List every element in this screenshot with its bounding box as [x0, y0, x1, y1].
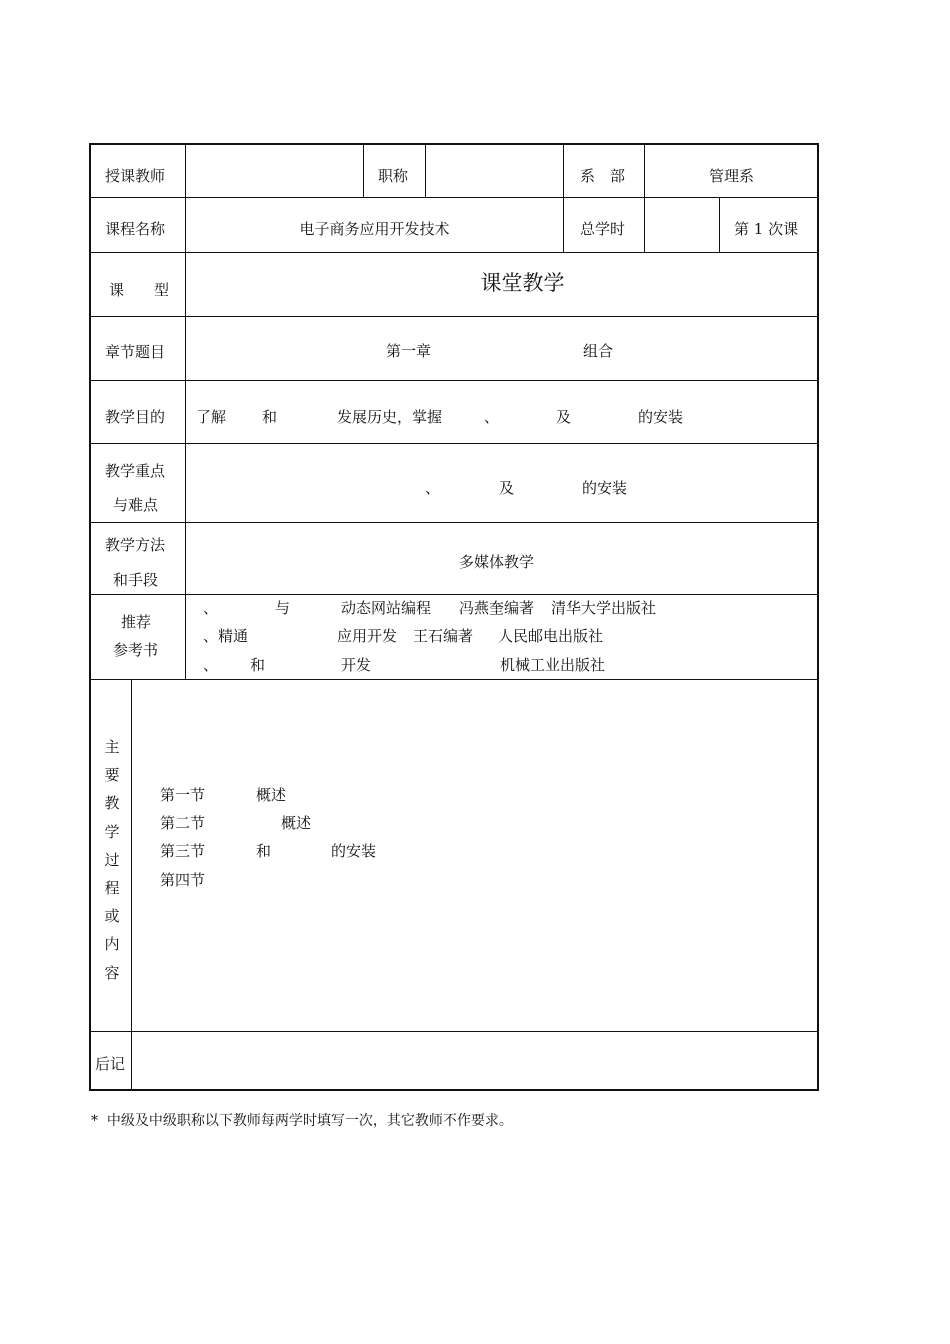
- keypoints-text: 、: [425, 479, 441, 497]
- content-label-char: 内: [104, 935, 120, 954]
- book-entry: 与: [275, 599, 291, 617]
- col-divider: [719, 197, 720, 252]
- row-divider: [89, 1031, 819, 1032]
- col-divider: [425, 143, 426, 197]
- section-title: 和: [256, 842, 272, 860]
- goal-text: 、: [484, 408, 500, 426]
- row-divider: [89, 679, 819, 680]
- book-entry: 机械工业出版社: [500, 656, 606, 674]
- method-label: 和手段: [113, 571, 159, 589]
- keypoints-text: 及: [499, 479, 515, 497]
- row-divider: [89, 443, 819, 444]
- chapter-number: 第一章: [386, 342, 432, 360]
- section-heading: 第一节: [160, 786, 206, 804]
- content-label-char: 要: [104, 766, 120, 785]
- book-entry: 开发: [341, 656, 372, 674]
- title-label: 职称: [378, 167, 409, 185]
- keypoints-label: 与难点: [113, 496, 159, 514]
- course-label: 课程名称: [105, 220, 166, 238]
- goal-text: 了解: [196, 408, 227, 426]
- goal-text: 的安装: [638, 408, 684, 426]
- chapter-label: 章节题目: [105, 343, 166, 361]
- book-entry: 、: [203, 656, 219, 674]
- type-label: 课 型: [109, 281, 170, 299]
- section-title: 概述: [281, 814, 312, 832]
- goal-text: 和: [262, 408, 278, 426]
- footnote: * 中级及中级职称以下教师每两学时填写一次，其它教师不作要求。: [91, 1113, 513, 1129]
- content-label-char: 学: [104, 822, 120, 841]
- row-divider: [89, 197, 819, 198]
- content-label-char: 或: [104, 907, 120, 926]
- col-divider: [131, 679, 132, 1091]
- col-divider: [644, 143, 645, 252]
- book-entry: 、: [203, 599, 219, 617]
- book-entry: 冯燕奎编著: [459, 599, 535, 617]
- col-divider: [363, 143, 364, 197]
- teacher-label: 授课教师: [105, 167, 166, 185]
- section-heading: 第四节: [160, 871, 206, 889]
- lesson-number: 第 1 次课: [734, 220, 799, 238]
- goal-label: 教学目的: [105, 408, 166, 426]
- section-title: 的安装: [331, 842, 377, 860]
- row-divider: [89, 380, 819, 381]
- books-label: 推荐: [121, 613, 152, 631]
- goal-text: 发展历史，掌握: [337, 408, 443, 426]
- goal-text: 及: [556, 408, 572, 426]
- content-label-char: 主: [104, 738, 120, 756]
- section-heading: 第三节: [160, 842, 206, 860]
- content-label-char: 过: [104, 850, 120, 869]
- books-label: 参考书: [113, 641, 159, 659]
- content-label-char: 程: [104, 879, 120, 898]
- book-entry: 和: [250, 656, 266, 674]
- book-entry: 动态网站编程: [341, 599, 432, 617]
- book-entry: 应用开发: [337, 627, 398, 645]
- dept-value: 管理系: [708, 167, 754, 185]
- method-value: 多媒体教学: [459, 553, 535, 571]
- row-divider: [89, 316, 819, 317]
- course-value: 电子商务应用开发技术: [299, 220, 450, 238]
- book-entry: 人民邮电出版社: [498, 627, 604, 645]
- section-title: 概述: [256, 786, 287, 804]
- book-entry: 王石编著: [413, 627, 474, 645]
- section-heading: 第二节: [160, 814, 206, 832]
- chapter-title: 组合: [583, 342, 614, 360]
- type-value: 课堂教学: [480, 271, 565, 295]
- postscript-label: 后记: [95, 1055, 126, 1073]
- keypoints-text: 的安装: [582, 479, 628, 497]
- content-label-char: 容: [104, 963, 120, 982]
- book-entry: 清华大学出版社: [551, 599, 657, 617]
- content-label-char: 教: [104, 794, 120, 813]
- dept-label: 系 部: [580, 167, 626, 185]
- content-label: [103, 733, 121, 987]
- row-divider: [89, 522, 819, 523]
- book-entry: 、精通: [203, 627, 249, 645]
- row-divider: [89, 594, 819, 595]
- hours-label: 总学时: [580, 220, 626, 238]
- method-label: 教学方法: [105, 536, 166, 554]
- col-divider: [563, 143, 564, 252]
- keypoints-label: 教学重点: [105, 462, 166, 480]
- row-divider: [89, 252, 819, 253]
